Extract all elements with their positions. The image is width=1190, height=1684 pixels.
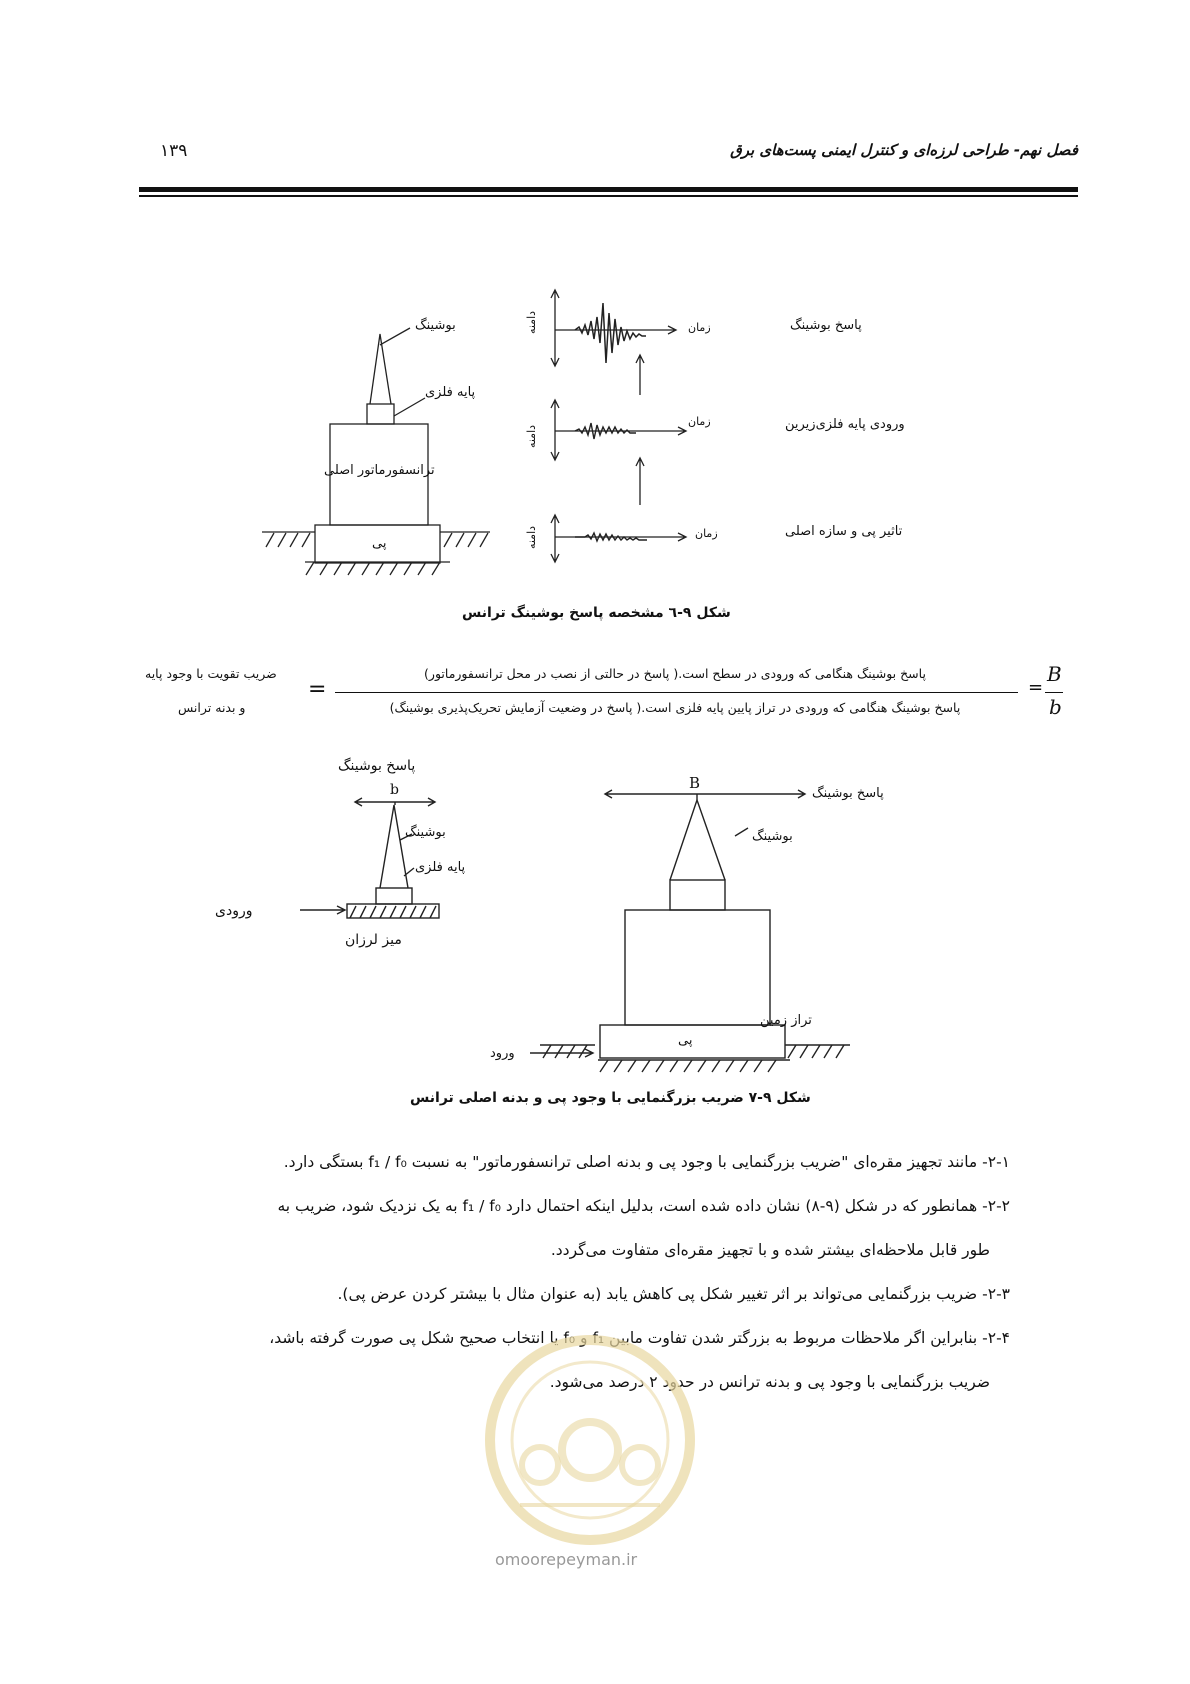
equation-b: b	[1049, 695, 1062, 719]
fig7-input-left: ورودی	[215, 903, 253, 919]
equation-numerator: پاسخ بوشینگ هنگامی که ورودی در سطح است.( پاسخ در حالتی از نصب در محل ترانسفورماتور)	[424, 666, 926, 681]
fig6-bushing-label: بوشینگ	[415, 318, 456, 333]
fig7-bushing-response-B: پاسخ بوشینگ	[812, 786, 884, 801]
fig6-amplitude-1: دامنه	[525, 310, 539, 335]
fig7-shake-table: میز لرزان	[345, 932, 402, 948]
figure7-caption: شکل ۹-۷ ضریب بزرگنمایی با وجود پی و بدنه اصلی ترانس	[410, 1090, 811, 1106]
paragraph-2-3: ۲-۳- ضریب بزرگنمایی می‌تواند بر اثر تغییر شکل پی کاهش یابد (به عنوان مثال با بیشتر کردن عرض پی).	[337, 1285, 1010, 1303]
fig6-metal-base-label: پایه فلزی	[425, 385, 476, 400]
fig7-bushing-response-b: پاسخ بوشینگ	[338, 758, 416, 774]
watermark-seal-icon	[480, 1330, 700, 1550]
paragraph-2-4: ۲-۴- بنابراین اگر ملاحظات مربوط به بزرگتر شدن تفاوت مابین f₁ و f₀ یا انتخاب صحیح شکل پی صورت گرفته باشد،	[269, 1329, 1010, 1347]
fig7-bushing-left: بوشینگ	[405, 825, 446, 840]
fig6-time-3: زمان	[695, 527, 718, 540]
fig6-row3-label: تاثیر پی و سازه اصلی	[785, 524, 903, 539]
page-number: ۱۳۹	[160, 141, 188, 161]
fig7-B-label: B	[689, 774, 701, 792]
fig6-row1-label: پاسخ بوشینگ	[790, 318, 862, 333]
equation-equals-right: =	[1028, 677, 1044, 698]
paragraph-2-4-cont: ضریب بزرگنمایی با وجود پی و بدنه ترانس در حدود ۲ درصد می‌شود.	[549, 1373, 990, 1391]
fig6-amplitude-3: دامنه	[525, 525, 539, 550]
fig6-amplitude-2: دامنه	[525, 424, 539, 449]
chapter-title: فصل نهم- طراحی لرزه‌ای و کنترل ایمنی پست‌های برق	[730, 141, 1078, 159]
equation-label-2: و بدنه ترانس	[178, 700, 246, 715]
fig6-time-2: زمان	[688, 415, 711, 428]
equation-B: B	[1047, 662, 1062, 686]
fig6-foundation-label: پی	[372, 536, 387, 551]
fig6-time-1: زمان	[688, 321, 711, 334]
fig7-b-label: b	[390, 782, 399, 798]
fig7-foundation: پی	[678, 1033, 693, 1048]
figure6-caption: شکل ۹-٦ مشخصه پاسخ بوشینگ ترانس	[462, 605, 731, 621]
watermark-site: omoorepeyman.ir	[495, 1550, 638, 1569]
paragraph-2-2-cont: طور قابل ملاحظه‌ای بیشتر شده و با تجهیز مقره‌ای متفاوت می‌گردد.	[550, 1241, 990, 1259]
equation-equals-left: =	[308, 677, 327, 702]
fig6-transformer-label: ترانسفورماتور اصلی	[324, 463, 435, 478]
fig6-row2-label: ورودی پایه فلزی‌زیرین	[785, 417, 905, 432]
fig7-input-right: ورود	[490, 1046, 515, 1061]
fig7-ground-level: تراز زمین	[760, 1013, 812, 1028]
equation-denominator: پاسخ بوشینگ هنگامی که ورودی در تراز پایین پایه فلزی است.( پاسخ در وضعیت آزمایش تحریک‌پذیری بوشینگ)	[389, 700, 961, 715]
equation-label-1: ضریب تقویت با وجود پایه	[145, 666, 277, 681]
paragraph-2-2: ۲-۲- همانطور که در شکل (۹-۸) نشان داده شده است، بدلیل اینکه احتمال دارد f₁ / f₀ به یک نزدیک شود، ضریب به	[277, 1197, 1010, 1215]
paragraph-2-1: ۲-۱- مانند تجهیز مقره‌ای "ضریب بزرگنمایی با وجود پی و بدنه اصلی ترانسفورماتور" به نسبت f₁ / f₀ بستگی دارد.	[283, 1153, 1010, 1171]
fig7-metal-base-left: پایه فلزی	[415, 860, 466, 875]
fig7-bushing-right: بوشینگ	[752, 829, 793, 844]
